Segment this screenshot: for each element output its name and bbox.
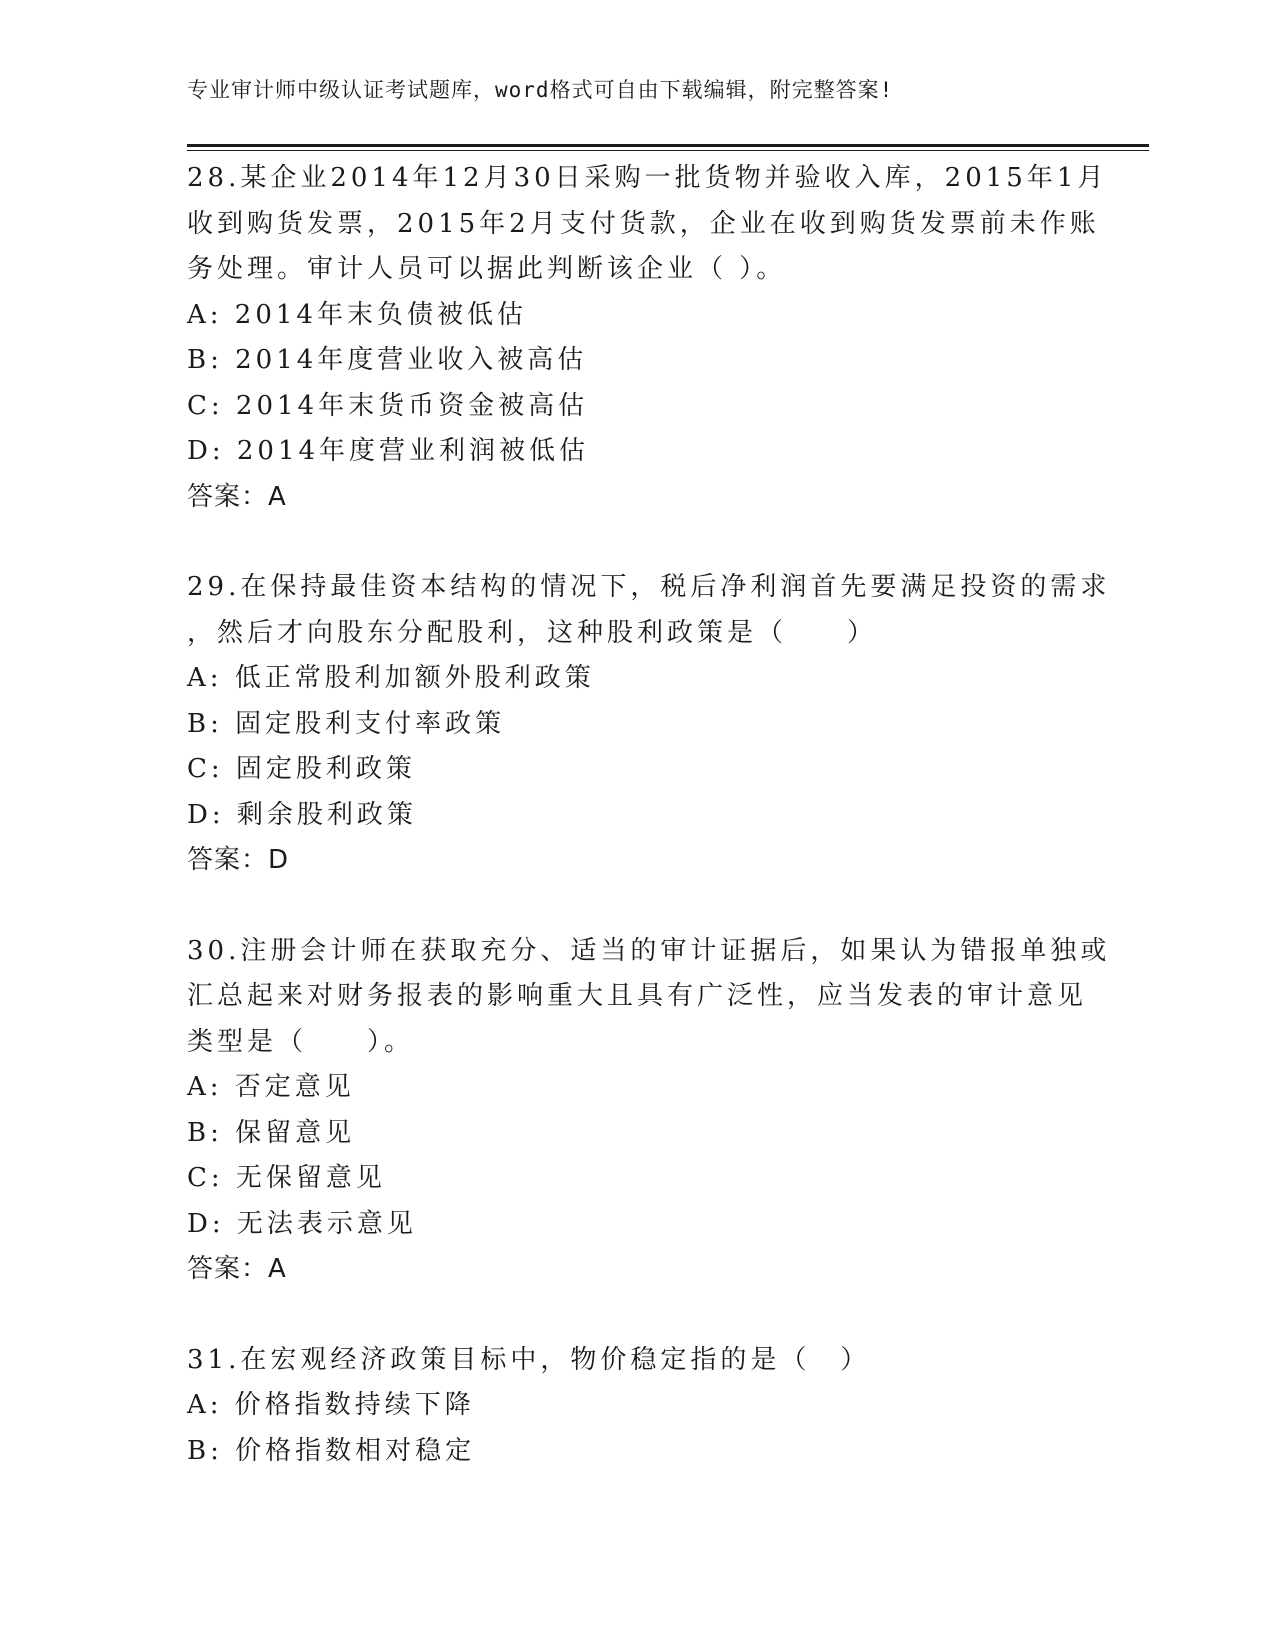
- header-rule-thin: [187, 150, 1149, 151]
- option-d: D: 无法表示意见: [187, 1208, 417, 1239]
- question-list: [187, 156, 1147, 1519]
- option-a: A: 否定意见: [187, 1072, 355, 1102]
- option-b: B: 价格指数相对稳定: [187, 1435, 476, 1466]
- question-31: [187, 1338, 1147, 1475]
- option-b: B: 2014年度营业收入被高估: [187, 345, 588, 375]
- page-header: 专业审计师中级认证考试题库，word格式可自由下载编辑，附完整答案!: [187, 78, 894, 102]
- option-c: C: 固定股利政策: [187, 754, 416, 784]
- question-stem-line: 收到购货发票，2015年2月支付货款，企业在收到购货发票前未作账: [187, 208, 1100, 239]
- answer: 答案：A: [187, 481, 287, 512]
- option-a: A: 低正常股利加额外股利政策: [187, 663, 595, 693]
- question-stem-line: 31.在宏观经济政策目标中，物价稳定指的是（ ）: [187, 1344, 871, 1375]
- answer: 答案：D: [187, 845, 290, 875]
- option-d: D: 2014年度营业利润被低估: [187, 436, 590, 466]
- option-a: A: 价格指数持续下降: [187, 1390, 475, 1420]
- question-28: [187, 156, 1147, 520]
- question-stem-line: 类型是（ ）。: [187, 1026, 415, 1057]
- option-c: C: 2014年末货币资金被高估: [187, 390, 589, 421]
- option-a: A: 2014年末负债被低估: [187, 299, 527, 330]
- answer: 答案：A: [187, 1254, 287, 1284]
- question-stem-line: 务处理。审计人员可以据此判断该企业（ ）。: [187, 254, 787, 284]
- question-stem-line: 汇总起来对财务报表的影响重大且具有广泛性，应当发表的审计意见: [187, 981, 1088, 1011]
- question-stem-line: 29.在保持最佳资本结构的情况下，税后净利润首先要满足投资的需求: [187, 572, 1111, 602]
- option-c: C: 无保留意见: [187, 1163, 386, 1193]
- question-29: [187, 565, 1147, 884]
- option-d: D: 剩余股利政策: [187, 799, 417, 830]
- option-b: B: 保留意见: [187, 1117, 356, 1148]
- question-stem-line: ，然后才向股东分配股利，这种股利政策是（ ）: [187, 617, 878, 648]
- question-30: [187, 929, 1147, 1293]
- option-b: B: 固定股利支付率政策: [187, 708, 506, 739]
- header-rule-thick: [187, 144, 1149, 147]
- question-stem-line: 30.注册会计师在获取充分、适当的审计证据后，如果认为错报单独或: [187, 935, 1111, 966]
- question-stem-line: 28.某企业2014年12月30日采购一批货物并验收入库，2015年1月: [187, 163, 1108, 193]
